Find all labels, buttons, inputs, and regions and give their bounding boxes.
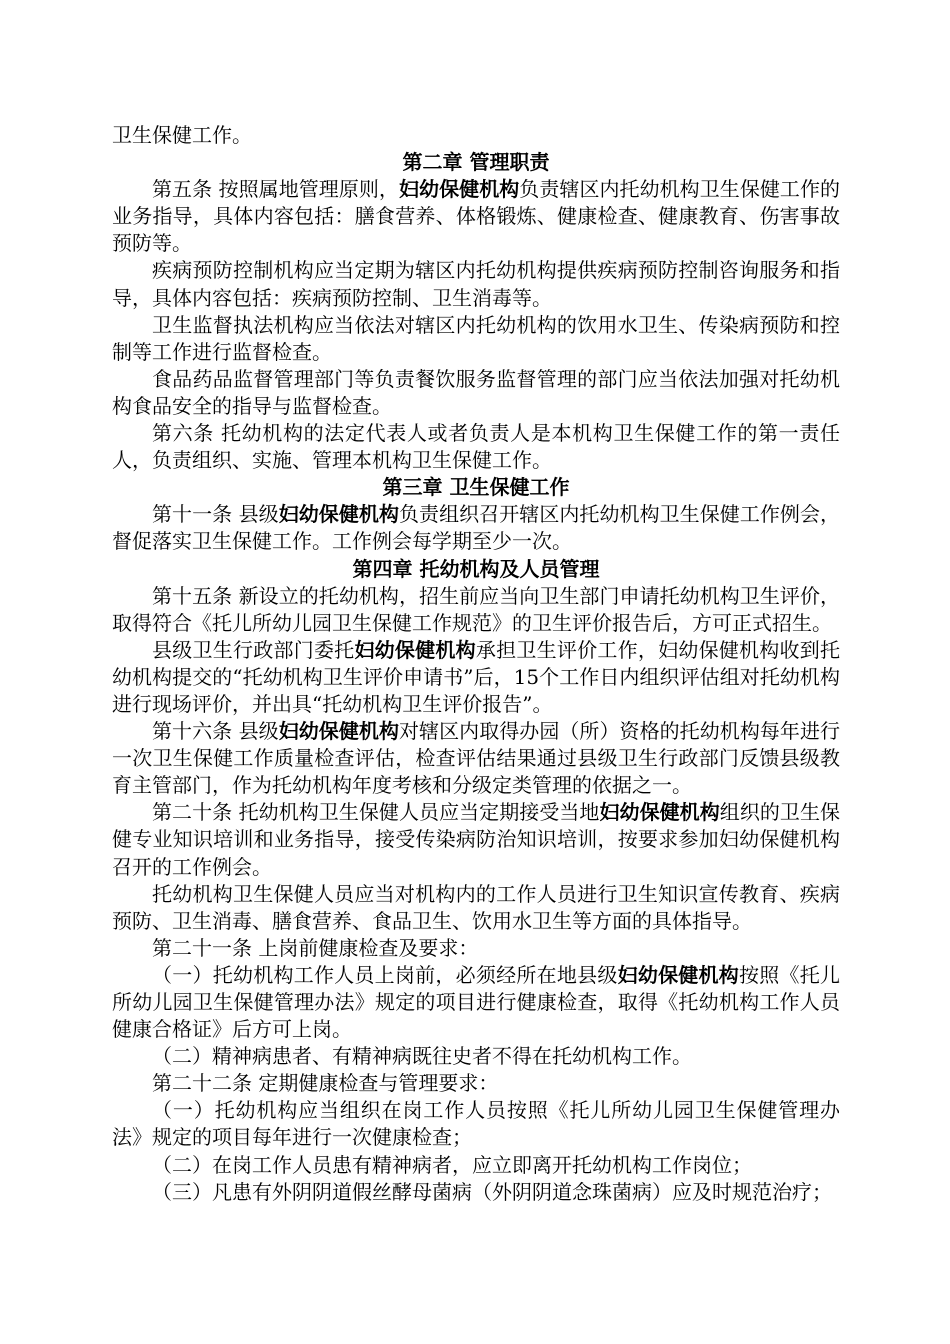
text-run: 第二十二条 定期健康检查与管理要求：: [152, 1071, 499, 1096]
bold-text-run: 妇幼保健机构: [599, 800, 720, 825]
text-run: 第二十一条 上岗前健康检查及要求：: [152, 935, 479, 960]
paragraph: [112, 501, 840, 555]
text-run: （二）在岗工作人员患有精神病者，应立即离开托幼机构工作岗位；: [152, 1152, 752, 1177]
chapter-heading: [112, 556, 840, 583]
text-run: 托幼机构卫生保健人员应当对机构内的工作人员进行卫生知识宣传教育、疾病预防、卫生消毒、膳食营养、食品卫生、饮用水卫生等方面的具体指导。: [112, 881, 840, 933]
text-run: （二）精神病患者、有精神病既往史者不得在托幼机构工作。: [152, 1044, 692, 1069]
text-run: 第二章 管理职责: [402, 150, 550, 175]
paragraph: [112, 718, 840, 799]
paragraph: [112, 583, 840, 637]
text-run: 县级卫生行政部门委托: [152, 637, 355, 662]
paragraph: [112, 257, 840, 311]
bold-text-run: 妇幼保健机构: [399, 177, 520, 202]
text-run: 第二十条 托幼机构卫生保健人员应当定期接受当地: [152, 800, 600, 825]
paragraph: [112, 312, 840, 366]
paragraph: [112, 637, 840, 718]
text-run: 食品药品监督管理部门等负责餐饮服务监督管理的部门应当依法加强对托幼机构食品安全的指导与监督检查。: [112, 366, 840, 418]
text-run: 第五条 按照属地管理原则，: [152, 177, 399, 202]
bold-text-run: 妇幼保健机构: [278, 719, 399, 744]
paragraph: [112, 366, 840, 420]
bold-text-run: 妇幼保健机构: [354, 637, 476, 662]
paragraph: [112, 799, 840, 880]
paragraph: [112, 1097, 840, 1151]
chapter-heading: [112, 474, 840, 501]
text-run: 第四章 托幼机构及人员管理: [352, 556, 600, 581]
text-run: 负责组织召开辖区内托幼机构卫生保健工作例会，督促落实卫生保健工作。工作例会每学期至少一次。: [112, 502, 841, 554]
text-run: 对辖区内取得办园（所）资格的托幼机构每年进行一次卫生保健工作质量检查评估，检查评估结果通过县级卫生行政部门反馈县级教育主管部门，作为托幼机构年度考核和分级定类管理的依据之一。: [112, 719, 841, 798]
paragraph: [112, 881, 840, 935]
chapter-heading: [112, 149, 840, 176]
paragraph: [112, 1179, 840, 1206]
text-run: 卫生保健工作。: [112, 123, 252, 147]
paragraph: [112, 935, 840, 962]
text-run: （三）凡患有外阴阴道假丝酵母菌病（外阴阴道念珠菌病）应及时规范治疗；: [152, 1179, 832, 1204]
text-run: 第十六条 县级: [152, 719, 279, 744]
paragraph: [112, 1152, 840, 1179]
document-page: [112, 122, 840, 1206]
paragraph: [112, 1043, 840, 1070]
paragraph: [112, 1070, 840, 1097]
text-run: 疾病预防控制机构应当定期为辖区内托幼机构提供疾病预防控制咨询服务和指导，具体内容包括：疾病预防控制、卫生消毒等。: [112, 258, 840, 310]
text-run: 负责辖区内托幼机构卫生保健工作的业务指导，具体内容包括：膳食营养、体格锻炼、健康检查、健康教育、伤害事故预防等。: [112, 177, 841, 256]
text-run: 第六条 托幼机构的法定代表人或者负责人是本机构卫生保健工作的第一责任人，负责组织、实施、管理本机构卫生保健工作。: [112, 421, 840, 473]
text-run: 组织的卫生保健专业知识培训和业务指导，接受传染病防治知识培训，按要求参加妇幼保健机构召开的工作例会。: [112, 800, 841, 879]
text-run: （一）托幼机构工作人员上岗前，必须经所在地县级: [152, 962, 618, 987]
text-run: 第十五条 新设立的托幼机构，招生前应当向卫生部门申请托幼机构卫生评价，取得符合《托儿所幼儿园卫生保健工作规范》的卫生评价报告后，方可正式招生。: [112, 583, 840, 635]
paragraph: [112, 176, 840, 257]
text-run: （一）托幼机构应当组织在岗工作人员按照《托儿所幼儿园卫生保健管理办法》规定的项目每年进行一次健康检查；: [112, 1098, 840, 1150]
paragraph: [112, 962, 840, 1043]
text-run: 按照《托儿所幼儿园卫生保健管理办法》规定的项目进行健康检查，取得《托幼机构工作人员健康合格证》后方可上岗。: [112, 962, 841, 1042]
bold-text-run: 妇幼保健机构: [617, 962, 740, 987]
paragraph: [112, 122, 840, 149]
text-run: 第十一条 县级: [152, 502, 279, 527]
text-run: 承担卫生评价工作，妇幼保健机构收到托幼机构提交的“托幼机构卫生评价申请书”后，15个工作日内组织评估组对托幼机构进行现场评价，并出具“托幼机构卫生评价报告”。: [112, 637, 841, 716]
paragraph: [112, 420, 840, 474]
text-run: 卫生监督执法机构应当依法对辖区内托幼机构的饮用水卫生、传染病预防和控制等工作进行监督检查。: [112, 312, 840, 364]
bold-text-run: 妇幼保健机构: [278, 502, 399, 527]
text-run: 第三章 卫生保健工作: [382, 475, 570, 500]
